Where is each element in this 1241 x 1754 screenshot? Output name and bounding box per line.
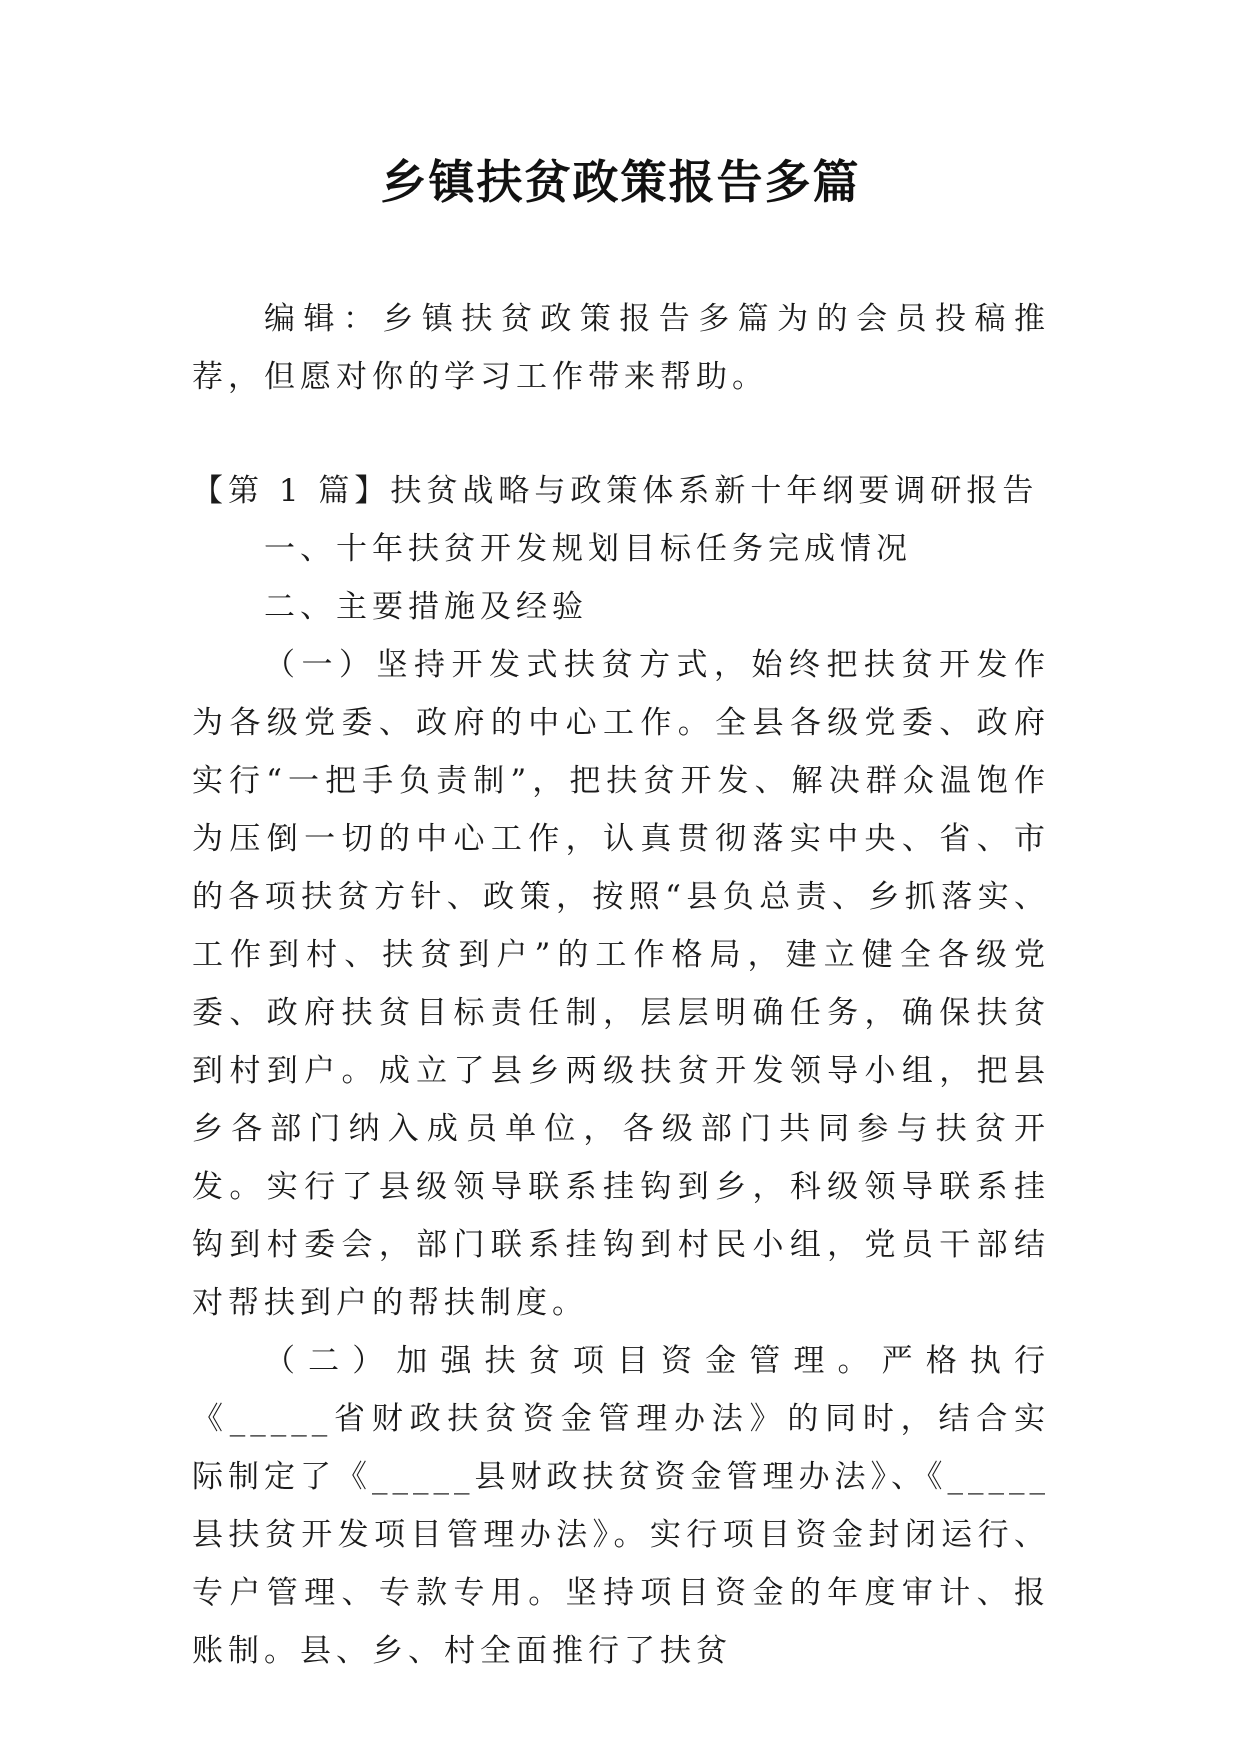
body-paragraph-1: （一）坚持开发式扶贫方式，始终把扶贫开发作为各级党委、政府的中心工作。全县各级党委、政府实行“一把手负责制”，把扶贫开发、解决群众温饱作为压倒一切的中心工作，认真贯彻落实中央、省、市的各项扶贫方针、政策，按照“县负总责、乡抓落实、工作到村、扶贫到户”的工作格局，建立健全各级党委、政府扶贫目标责任制，层层明确任务，确保扶贫到村到户。成立了县乡两级扶贫开发领导小组，把县乡各部门纳入成员单位，各级部门共同参与扶贫开发。实行了县级领导联系挂钩到乡，科级领导联系挂钩到村委会，部门联系挂钩到村民小组，党员干部结对帮扶到户的帮扶制度。 — [192, 647, 1050, 1321]
outline-item-2: 二、主要措施及经验 — [264, 589, 588, 625]
outline-item-1: 一、十年扶贫开发规划目标任务完成情况 — [264, 531, 912, 567]
editor-note-text: 编辑：乡镇扶贫政策报告多篇为的会员投稿推荐，但愿对你的学习工作带来帮助。 — [192, 301, 1050, 395]
document-body — [192, 462, 1050, 1680]
editor-note — [192, 290, 1050, 406]
body-paragraph-2: （二）加强扶贫项目资金管理。严格执行《_____省财政扶贫资金管理办法》的同时，结合实际制定了《_____县财政扶贫资金管理办法》、《_____县扶贫开发项目管理办法》。实行项目资金封闭运行、专户管理、专款专用。坚持项目资金的年度审计、报账制。县、乡、村全面推行了扶贫 — [192, 1343, 1050, 1669]
document-title: 乡镇扶贫政策报告多篇 — [380, 155, 861, 209]
section-heading: 【第 1 篇】扶贫战略与政策体系新十年纲要调研报告 — [192, 473, 1039, 509]
